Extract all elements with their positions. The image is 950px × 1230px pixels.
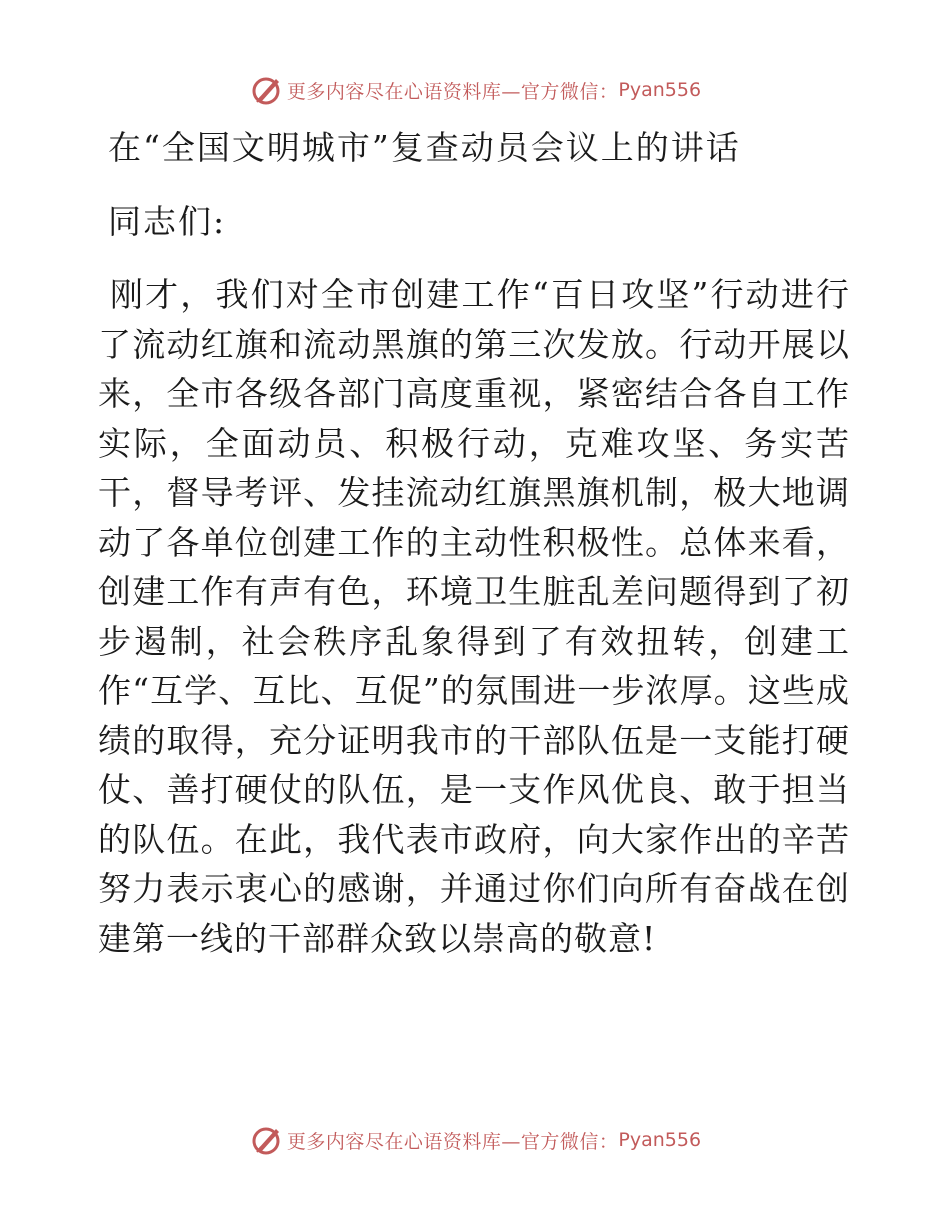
body-paragraph: 刚才，我们对全市创建工作“百日攻坚”行动进行了流动红旗和流动黑旗的第三次发放。行动开展以来，全市各级各部门高度重视，紧密结合各自工作实际，全面动员、积极行动，克难攻坚、务实苦干，督导考评、发挂流动红旗黑旗机制，极大地调动了各单位创建工作的主动性积极性。总体来看，创建工作有声有色，环境卫生脏乱差问题得到了初步遏制，社会秩序乱象得到了有效扭转，创建工作“互学、互比、互促”的氛围进一步浓厚。这些成绩的取得，充分证明我市的干部队伍是一支能打硬仗、善打硬仗的队伍，是一支作风优良、敢于担当的队伍。在此，我代表市政府，向大家作出的辛苦努力表示衷心的感谢，并通过你们向所有奋战在创建第一线的干部群众致以崇高的敬意!: [98, 275, 850, 958]
quill-logo-icon: [249, 1123, 283, 1157]
header-banner: [0, 70, 950, 110]
banner-wechat-id: Pyan556: [618, 79, 702, 101]
banner-text: 更多内容尽在心语资料库—官方微信：: [286, 80, 619, 103]
document-title: 在“全国文明城市”复查动员会议上的讲话: [108, 128, 741, 167]
banner-wechat-id: Pyan556: [618, 1129, 702, 1151]
quill-logo-icon: [249, 73, 283, 107]
footer-banner: [0, 1120, 950, 1160]
banner-text: 更多内容尽在心语资料库—官方微信：: [286, 1130, 619, 1153]
greeting: 同志们:: [108, 202, 227, 241]
